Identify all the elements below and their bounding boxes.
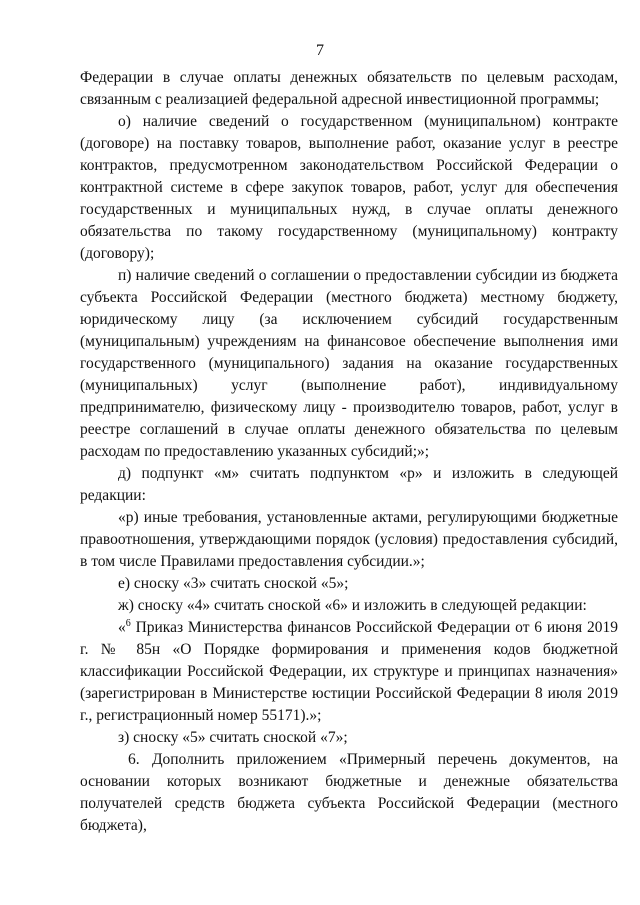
footnote-marker: 6: [125, 617, 131, 629]
paragraph-footnote-6: [80, 617, 618, 727]
paragraph-item-6: 6. Дополнить приложением «Примерный перечень документов, на основании которых возникают бюджетные и денежные обязательства получателей средств бюджета субъекта Российской Федерации (местного бюджета),: [80, 751, 618, 834]
quote-open: «: [118, 619, 126, 636]
paragraph-continuation: Федерации в случае оплаты денежных обязательств по целевым расходам, связанным с реализацией федеральной адресной инвестиционной программы;: [80, 69, 618, 108]
paragraph-item-e: е) сноску «3» считать сноской «5»;: [118, 575, 349, 592]
footnote-text: Приказ Министерства финансов Российской Федерации от 6 июня 2019 г. № 85н «О Порядке формирования и применения кодов бюджетной классификации Российской Федерации, их структуре и принципах назначения» (зарегистрирован в Министерстве юстиции Российской Федерации 8 июля 2019 г., регистрационный номер 55171).»;: [80, 619, 618, 724]
paragraph-item-z: з) сноску «5» считать сноской «7»;: [118, 729, 348, 746]
paragraph-item-d: д) подпункт «м» считать подпунктом «р» и изложить в следующей редакции:: [80, 465, 618, 504]
paragraph-item-p: п) наличие сведений о соглашении о предоставлении субсидии из бюджета субъекта Российской Федерации (местного бюджета) местному бюджету, юридическому лицу (за исключением субсидий государственным (муниципальным) учреждениям на финансовое обеспечение выполнения ими государственного (муниципального) задания на оказание государственных (муниципальных) услуг (выполнение работ), индивидуальному предпринимателю, физическому лицу - производителю товаров, работ, услуг в реестре соглашений в случае оплаты денежного обязательства по целевым расходам по предоставлению указанных субсидий;»;: [80, 267, 618, 460]
document-body: [80, 67, 618, 837]
paragraph-item-o: о) наличие сведений о государственном (муниципальном) контракте (договоре) на поставку товаров, выполнение работ, оказание услуг в реестре контрактов, предусмотренном законодательством Российской Федерации о контрактной системе в сфере закупок товаров, работ, услуг для обеспечения государственных и муниципальных нужд, в случае оплаты денежного обязательства по такому государственному (муниципальному) контракту (договору);: [80, 113, 618, 262]
page-number: 7: [316, 42, 324, 59]
paragraph-quote-r: «р) иные требования, установленные актами, регулирующими бюджетные правоотношения, утверждающими порядок (условия) предоставления субсидий, в том числе Правилами предоставления субсидии.»;: [80, 509, 618, 570]
paragraph-item-zh: ж) сноску «4» считать сноской «6» и изложить в следующей редакции:: [118, 597, 587, 614]
